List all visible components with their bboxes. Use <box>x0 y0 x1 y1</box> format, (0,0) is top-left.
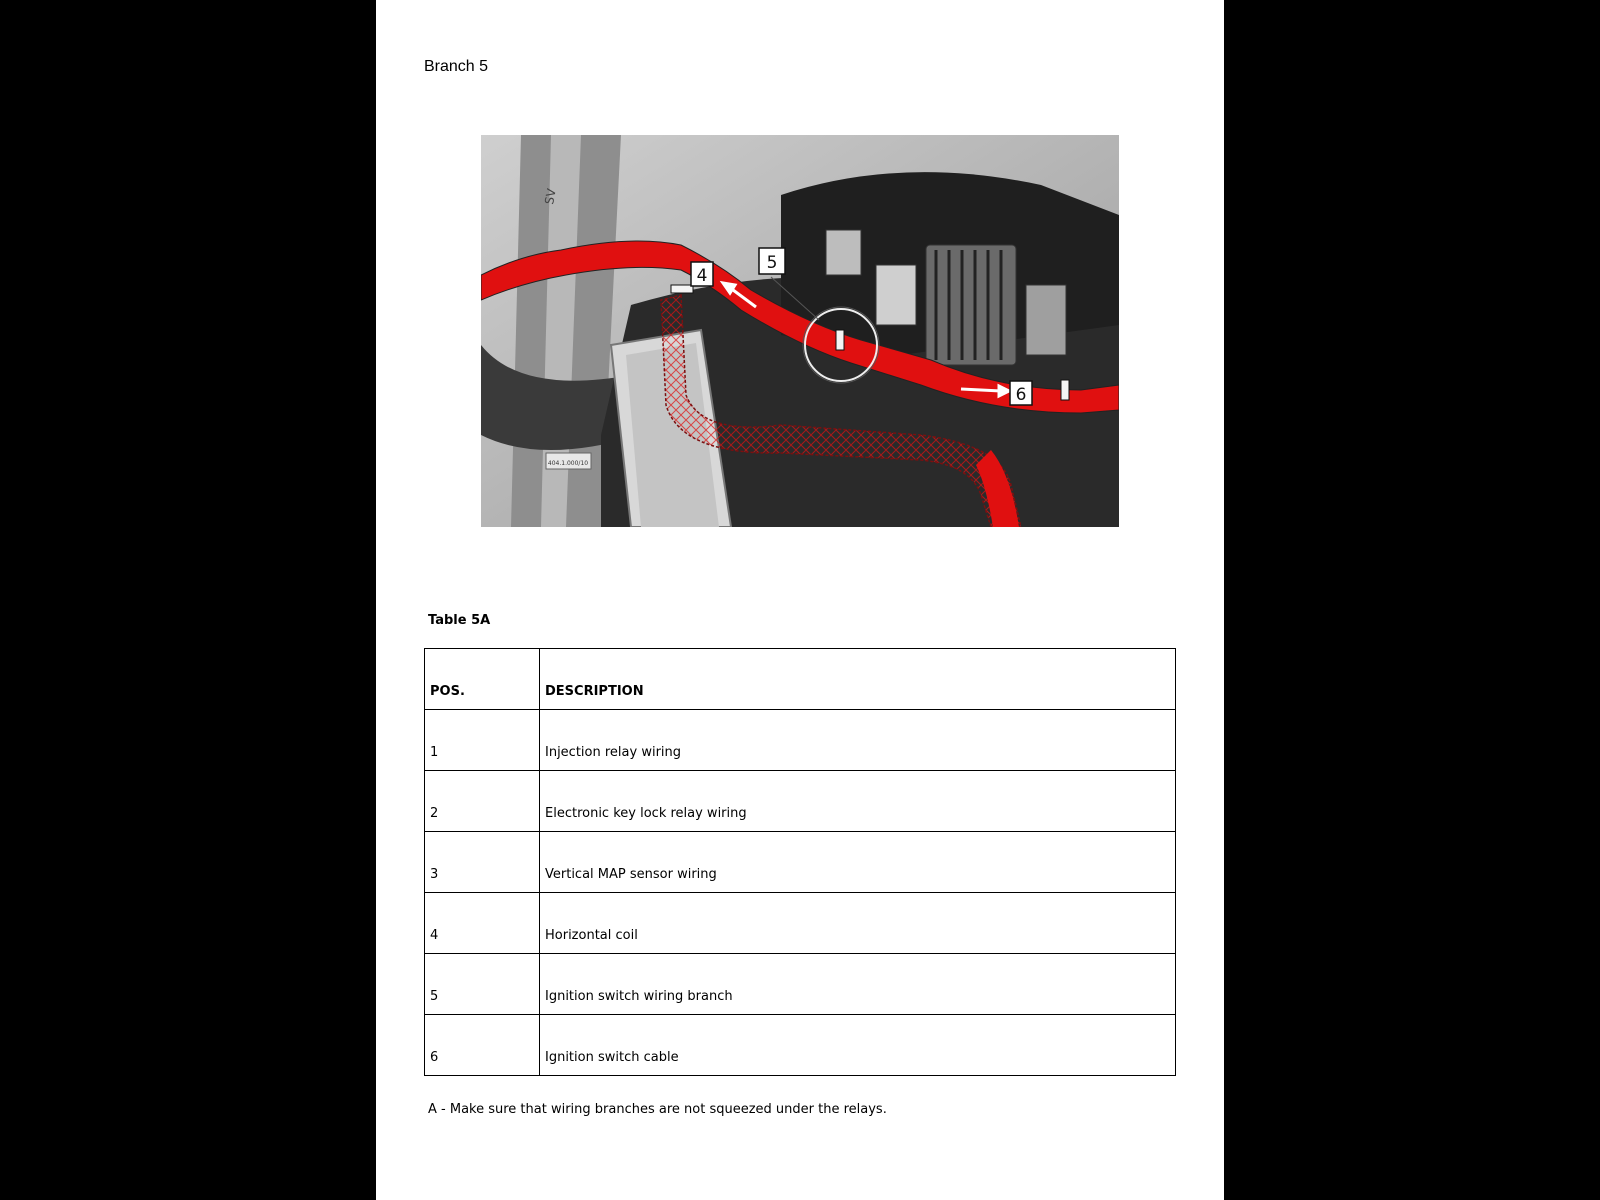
frame-text: SV <box>542 187 559 206</box>
label-plate-text: 404.1.000/10 <box>547 460 589 467</box>
table-header-row <box>425 649 1176 710</box>
table-row <box>425 1015 1176 1076</box>
svg-text:4: 4 <box>696 266 708 286</box>
row-description: Ignition switch wiring branch <box>540 954 1176 1015</box>
svg-text:6: 6 <box>1015 385 1027 405</box>
row-description: Horizontal coil <box>540 893 1176 954</box>
row-pos: 3 <box>425 832 540 893</box>
row-pos: 2 <box>425 771 540 832</box>
row-pos: 6 <box>425 1015 540 1076</box>
header-description: DESCRIPTION <box>540 649 1176 710</box>
wiring-photo <box>481 135 1119 527</box>
table-caption: Table 5A <box>428 613 491 628</box>
table-row <box>425 710 1176 771</box>
svg-text:5: 5 <box>766 253 778 273</box>
callout-4 <box>691 262 713 286</box>
document-page <box>376 0 1224 1200</box>
callout-5 <box>759 248 785 274</box>
row-pos: 4 <box>425 893 540 954</box>
row-pos: 5 <box>425 954 540 1015</box>
row-description: Ignition switch cable <box>540 1015 1176 1076</box>
callout-6 <box>1010 381 1032 405</box>
position-table <box>424 648 1176 1076</box>
footnote: A - Make sure that wiring branches are not squeezed under the relays. <box>428 1102 887 1117</box>
branch-title: Branch 5 <box>424 58 489 75</box>
row-description: Injection relay wiring <box>540 710 1176 771</box>
header-pos: POS. <box>425 649 540 710</box>
row-description: Vertical MAP sensor wiring <box>540 832 1176 893</box>
table-row <box>425 954 1176 1015</box>
table-row <box>425 771 1176 832</box>
row-pos: 1 <box>425 710 540 771</box>
row-description: Electronic key lock relay wiring <box>540 771 1176 832</box>
table-row <box>425 832 1176 893</box>
table-row <box>425 893 1176 954</box>
